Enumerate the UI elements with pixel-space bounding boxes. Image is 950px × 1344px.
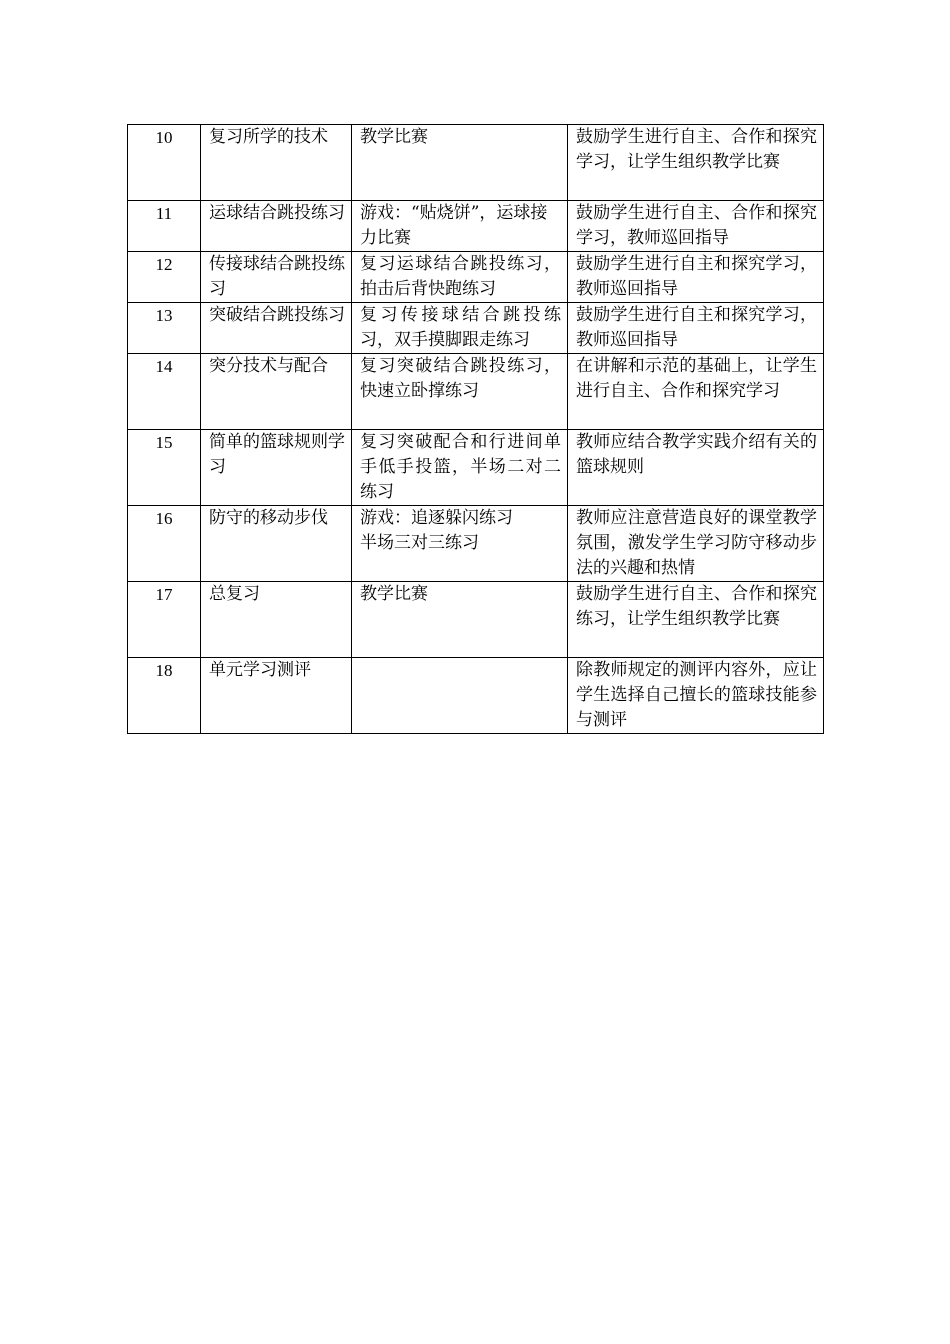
lesson-number: 12: [128, 252, 201, 303]
lesson-number: 13: [128, 303, 201, 354]
lesson-content: 防守的移动步伐: [201, 506, 352, 582]
lesson-activity: [352, 658, 568, 734]
lesson-note: 鼓励学生进行自主、合作和探究学习，教师巡回指导: [568, 201, 824, 252]
lesson-number: 11: [128, 201, 201, 252]
lesson-activity: 游戏：追逐躲闪练习 半场三对三练习: [352, 506, 568, 582]
lesson-activity: 复习传接球结合跳投练习，双手摸脚跟走练习: [352, 303, 568, 354]
lesson-number: 10: [128, 125, 201, 201]
lesson-content: 突破结合跳投练习: [201, 303, 352, 354]
lesson-number: 17: [128, 582, 201, 658]
lesson-note: 鼓励学生进行自主、合作和探究学习，让学生组织教学比赛: [568, 125, 824, 201]
lesson-activity: 教学比赛: [352, 125, 568, 201]
lesson-note: 教师应注意营造良好的课堂教学氛围，激发学生学习防守移动步法的兴趣和热情: [568, 506, 824, 582]
table-row: [128, 125, 824, 201]
lesson-note: 鼓励学生进行自主、合作和探究练习，让学生组织教学比赛: [568, 582, 824, 658]
lesson-note: 除教师规定的测评内容外，应让学生选择自己擅长的篮球技能参与测评: [568, 658, 824, 734]
table-row: [128, 252, 824, 303]
lesson-content: 单元学习测评: [201, 658, 352, 734]
lesson-activity: 复习突破结合跳投练习，快速立卧撑练习: [352, 354, 568, 430]
lesson-number: 16: [128, 506, 201, 582]
table-row: [128, 354, 824, 430]
table-row: [128, 506, 824, 582]
lesson-content: 简单的篮球规则学习: [201, 430, 352, 506]
lesson-number: 18: [128, 658, 201, 734]
lesson-activity: 教学比赛: [352, 582, 568, 658]
lesson-activity: 游戏：“贴烧饼”，运球接力比赛: [352, 201, 568, 252]
table-row: [128, 201, 824, 252]
lesson-number: 15: [128, 430, 201, 506]
table-row: [128, 303, 824, 354]
lesson-content: 复习所学的技术: [201, 125, 352, 201]
lesson-content: 传接球结合跳投练习: [201, 252, 352, 303]
lesson-content: 突分技术与配合: [201, 354, 352, 430]
lesson-note: 鼓励学生进行自主和探究学习，教师巡回指导: [568, 303, 824, 354]
lesson-plan-table: [127, 124, 824, 734]
lesson-note: 鼓励学生进行自主和探究学习，教师巡回指导: [568, 252, 824, 303]
lesson-note: 在讲解和示范的基础上，让学生进行自主、合作和探究学习: [568, 354, 824, 430]
table-row: [128, 430, 824, 506]
lesson-activity: 复习运球结合跳投练习，拍击后背快跑练习: [352, 252, 568, 303]
lesson-number: 14: [128, 354, 201, 430]
lesson-content: 总复习: [201, 582, 352, 658]
lesson-note: 教师应结合教学实践介绍有关的篮球规则: [568, 430, 824, 506]
lesson-content: 运球结合跳投练习: [201, 201, 352, 252]
lesson-activity: 复习突破配合和行进间单手低手投篮，半场二对二练习: [352, 430, 568, 506]
table-row: [128, 658, 824, 734]
table-row: [128, 582, 824, 658]
